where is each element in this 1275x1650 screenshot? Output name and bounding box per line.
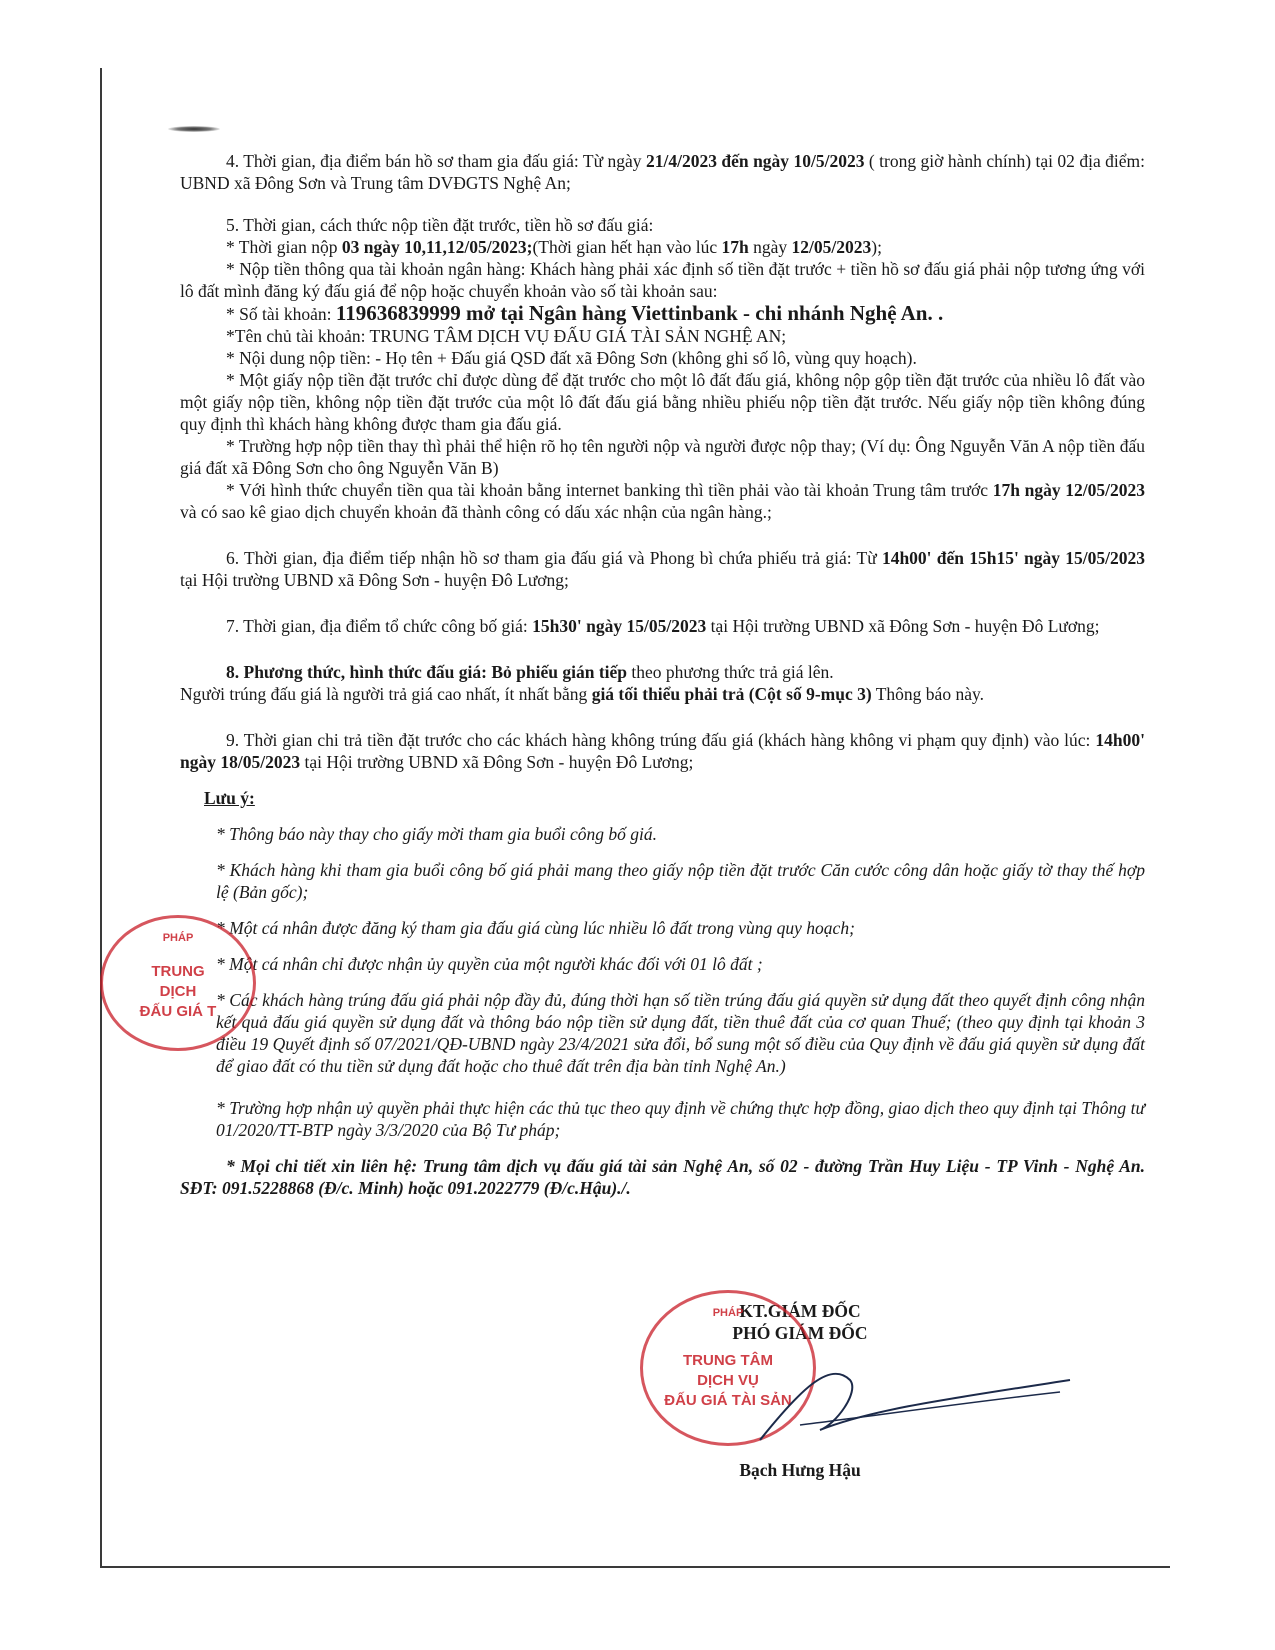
section-8: 8. Phương thức, hình thức đấu giá: Bỏ phiếu gián tiếp theo phương thức trả giá lên. — [226, 662, 834, 682]
section-4: 4. Thời gian, địa điểm bán hồ sơ tham gia đấu giá: Từ ngày 21/4/2023 đến ngày 10/5/2023 ( trong giờ hành chính) tại 02 địa điểm: UBND xã Đông Sơn và Trung tâm DVĐGTS Nghệ An; — [180, 151, 1145, 193]
signature-stroke — [800, 1392, 1060, 1425]
note-6: * Trường hợp nhận uỷ quyền phải thực hiện các thủ tục theo quy định về chứng thực hợp đồng, giao dịch theo quy định tại Thông tư 01/2020/TT-BTP ngày 3/3/2020 của Bộ Tư pháp; — [216, 1098, 1145, 1140]
contact-info: * Mọi chi tiết xin liên hệ: Trung tâm dịch vụ đấu giá tài sản Nghệ An, số 02 - đường Trần Huy Liệu - TP Vinh - Nghệ An. SĐT: 091.5228868 (Đ/c. Minh) hoặc 091.2022779 (Đ/c.Hậu)./. — [180, 1156, 1145, 1198]
section-5-title: 5. Thời gian, cách thức nộp tiền đặt trước, tiền hồ sơ đấu giá: — [226, 215, 654, 235]
note-1: * Thông báo này thay cho giấy mời tham gia buổi công bố giá. — [216, 824, 657, 844]
red-seal-stamp-right: PHÁP TRUNG TÂM DỊCH VỤ ĐẤU GIÁ TÀI SẢN — [640, 1290, 816, 1446]
signature-stroke — [760, 1374, 1070, 1440]
signature-title-1: KT.GIÁM ĐỐC — [739, 1301, 861, 1321]
section-7: 7. Thời gian, địa điểm tổ chức công bố giá: 15h30' ngày 15/05/2023 tại Hội trường UBND xã Đông Sơn - huyện Đô Lương; — [226, 616, 1100, 636]
section-9: 9. Thời gian chi trả tiền đặt trước cho các khách hàng không trúng đấu giá (khách hàng không vi phạm quy định) vào lúc: 14h00' ngày 18/05/2023 tại Hội trường UBND xã Đông Sơn - huyện Đô Lương; — [180, 730, 1145, 772]
note-2: * Khách hàng khi tham gia buổi công bố giá phải mang theo giấy nộp tiền đặt trước Căn cước công dân hoặc giấy tờ thay thế hợp lệ (Bản gốc); — [216, 860, 1145, 902]
section-5-account: * Số tài khoản: 119636839999 mở tại Ngân hàng Viettinbank - chi nhánh Nghệ An. . — [226, 301, 944, 325]
note-5: * Các khách hàng trúng đấu giá phải nộp đầy đủ, đúng thời hạn số tiền trúng đấu giá quyền sử dụng đất theo quyết định công nhận kết quả đấu giá quyền sử dụng đất và thông báo nộp tiền sử dụng đất, tiền thuê đất của cơ quan Thuế; (theo quy định tại khoản 3 điều 19 Quyết định số 07/2021/QĐ-UBND ngày 23/4/2021 sửa đổi, bổ sung một số điều của Quy định về đấu giá quyền sử dụng đất để giao đất có thu tiền sử dụng đất hoặc cho thuê đất trên địa bàn tỉnh Nghệ An.) — [216, 990, 1145, 1076]
section-5-one-slip: * Một giấy nộp tiền đặt trước chỉ được dùng để đặt trước cho một lô đất đấu giá, không nộp gộp tiền đặt trước của nhiều lô đất vào một giấy nộp tiền, không nộp tiền đặt trước của một lô đất đấu giá bằng nhiều phiếu nộp tiền đặt trước. Nếu giấy nộp tiền không đúng quy định thì khách hàng không được tham gia đấu giá. — [180, 370, 1145, 434]
handwritten-signature — [740, 1330, 1080, 1460]
notes-title: Lưu ý: — [204, 788, 255, 808]
section-5-proxy: * Trường hợp nộp tiền thay thì phải thể hiện rõ họ tên người nộp và người được nộp thay; (Ví dụ: Ông Nguyễn Văn A nộp tiền đấu giá đất xã Đông Sơn cho ông Nguyễn Văn B) — [180, 436, 1145, 478]
page-bottom-edge — [100, 1566, 1170, 1568]
section-6: 6. Thời gian, địa điểm tiếp nhận hồ sơ tham gia đấu giá và Phong bì chứa phiếu trả giá: Từ 14h00' đến 15h15' ngày 15/05/2023 tại Hội trường UBND xã Đông Sơn - huyện Đô Lương; — [180, 548, 1145, 590]
signature-title-2: PHÓ GIÁM ĐỐC — [732, 1323, 868, 1343]
section-5-payment-content: * Nội dung nộp tiền: - Họ tên + Đấu giá QSD đất xã Đông Sơn (không ghi số lô, vùng quy hoạch). — [226, 348, 917, 368]
red-seal-stamp-left: PHÁP TRUNG DỊCH ĐẤU GIÁ T — [100, 915, 256, 1051]
section-5-time: * Thời gian nộp 03 ngày 10,11,12/05/2023;(Thời gian hết hạn vào lúc 17h ngày 12/05/2023); — [226, 237, 882, 257]
note-3: * Một cá nhân được đăng ký tham gia đấu giá cùng lúc nhiều lô đất trong vùng quy hoạch; — [216, 918, 855, 938]
section-8-winner: Người trúng đấu giá là người trả giá cao nhất, ít nhất bằng giá tối thiểu phải trả (Cột số 9-mục 3) Thông báo này. — [180, 684, 984, 704]
signer-name: Bạch Hưng Hậu — [739, 1460, 861, 1480]
section-5-bank-transfer: * Nộp tiền thông qua tài khoản ngân hàng: Khách hàng phải xác định số tiền đặt trước + tiền hồ sơ đấu giá phải nộp tương ứng với lô đất mình đăng ký đấu giá để nộp hoặc chuyển khoản vào số tài khoản sau: — [180, 259, 1145, 301]
page-left-edge — [100, 68, 102, 1568]
note-4: * Một cá nhân chỉ được nhận ủy quyền của một người khác đối với 01 lô đất ; — [216, 954, 763, 974]
section-5-account-owner: *Tên chủ tài khoản: TRUNG TÂM DỊCH VỤ ĐẤU GIÁ TÀI SẢN NGHỆ AN; — [226, 326, 787, 346]
section-5-internet-banking: * Với hình thức chuyển tiền qua tài khoản bằng internet banking thì tiền phải vào tài khoản Trung tâm trước 17h ngày 12/05/2023 và có sao kê giao dịch chuyển khoản đã thành công có dấu xác nhận của ngân hàng.; — [180, 480, 1145, 522]
ink-smudge — [168, 126, 220, 132]
document-body — [180, 150, 1145, 1199]
